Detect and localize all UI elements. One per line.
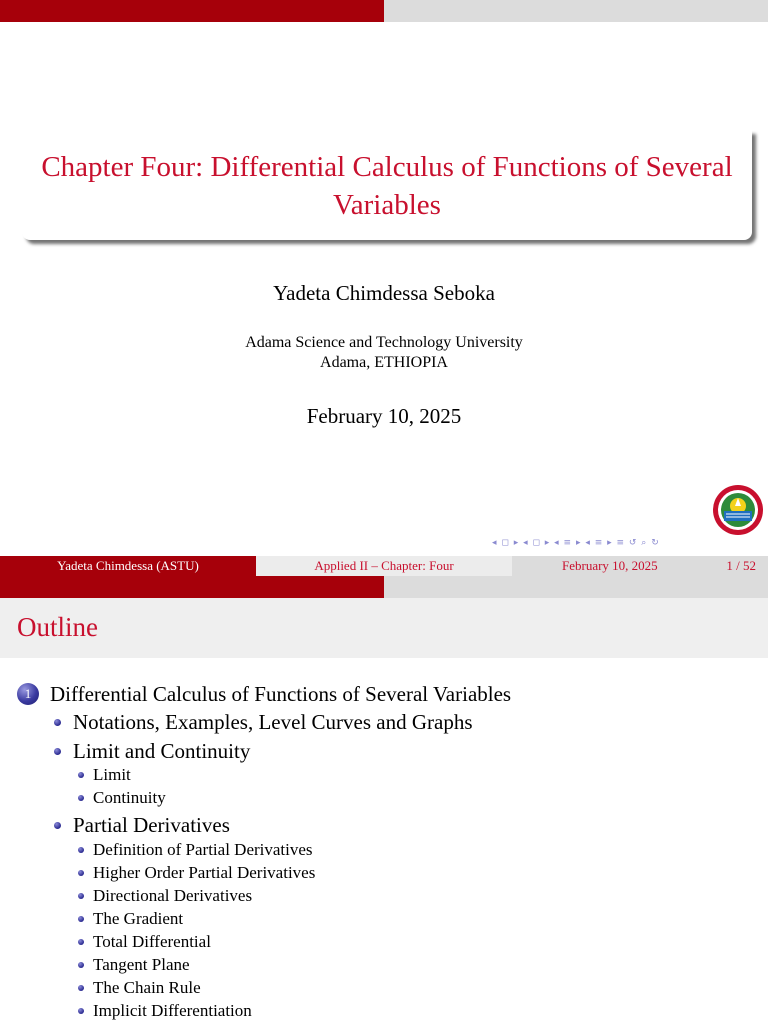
bullet-icon [78,795,84,801]
bullet-icon [78,939,84,945]
top-color-bar [0,0,768,22]
beamer-navigation-symbols[interactable]: ◂ ◻ ▸ ◂ ◻ ▸ ◂ ≡ ▸ ◂ ≡ ▸ ≡ ↺ ⌕ ↻ [492,538,660,548]
bullet-icon [78,1008,84,1014]
frame-title: Outline [17,612,98,642]
bullet-icon [78,985,84,991]
toc-subsubsection-title: Higher Order Partial Derivatives [93,863,316,882]
toc-subsubsection-title: Continuity [93,788,166,807]
toc-subsection-title: Notations, Examples, Level Curves and Graphs [73,710,473,734]
bullet-icon [78,772,84,778]
university-logo-icon [712,484,764,536]
footer-page-number: 1 / 52 [726,558,756,573]
footer-right [512,556,768,576]
toc-subsubsection-title: Directional Derivatives [93,886,253,905]
outline-slide [0,598,768,1024]
toc-subsubsection-title: Tangent Plane [93,955,190,974]
toc-subsubsection-title: Limit [93,765,131,784]
institution-location: Adama, ETHIOPIA [320,354,448,371]
toc-section-title: Differential Calculus of Functions of Several Variables [50,682,512,706]
bullet-icon [54,748,61,755]
bullet-icon [78,962,84,968]
toc-subsection-title: Limit and Continuity [73,739,251,763]
toc-subsubsection-title: Definition of Partial Derivatives [93,840,313,859]
toc-subsubsection-title: The Gradient [93,909,184,928]
section-number-ball-icon: 1 [17,683,39,705]
footer-bar [0,556,768,598]
next-slide-top-bar [0,576,768,598]
bullet-icon [78,870,84,876]
toc-subsubsection-title: Implicit Differentiation [93,1001,252,1020]
presentation-title: Chapter Four: Differential Calculus of Functions of Several Variables [41,151,733,221]
bullet-icon [78,916,84,922]
bullet-icon [54,822,61,829]
toc-subsubsection-title: The Chain Rule [93,978,201,997]
footer-author: Yadeta Chimdessa (ASTU) [0,556,256,576]
footer-date: February 10, 2025 [562,558,658,573]
institution-name: Adama Science and Technology University [245,334,523,351]
institution [0,333,768,373]
frame-title-bar [0,598,768,658]
bullet-icon [78,847,84,853]
toc-subsubsection-title: Total Differential [93,932,211,951]
toc-subsection-title: Partial Derivatives [73,813,230,837]
author-name: Yadeta Chimdessa Seboka [273,281,495,305]
bullet-icon [78,893,84,899]
bullet-icon [54,719,61,726]
presentation-date: February 10, 2025 [306,404,462,428]
footer-short-title: Applied II – Chapter: Four [256,556,512,576]
